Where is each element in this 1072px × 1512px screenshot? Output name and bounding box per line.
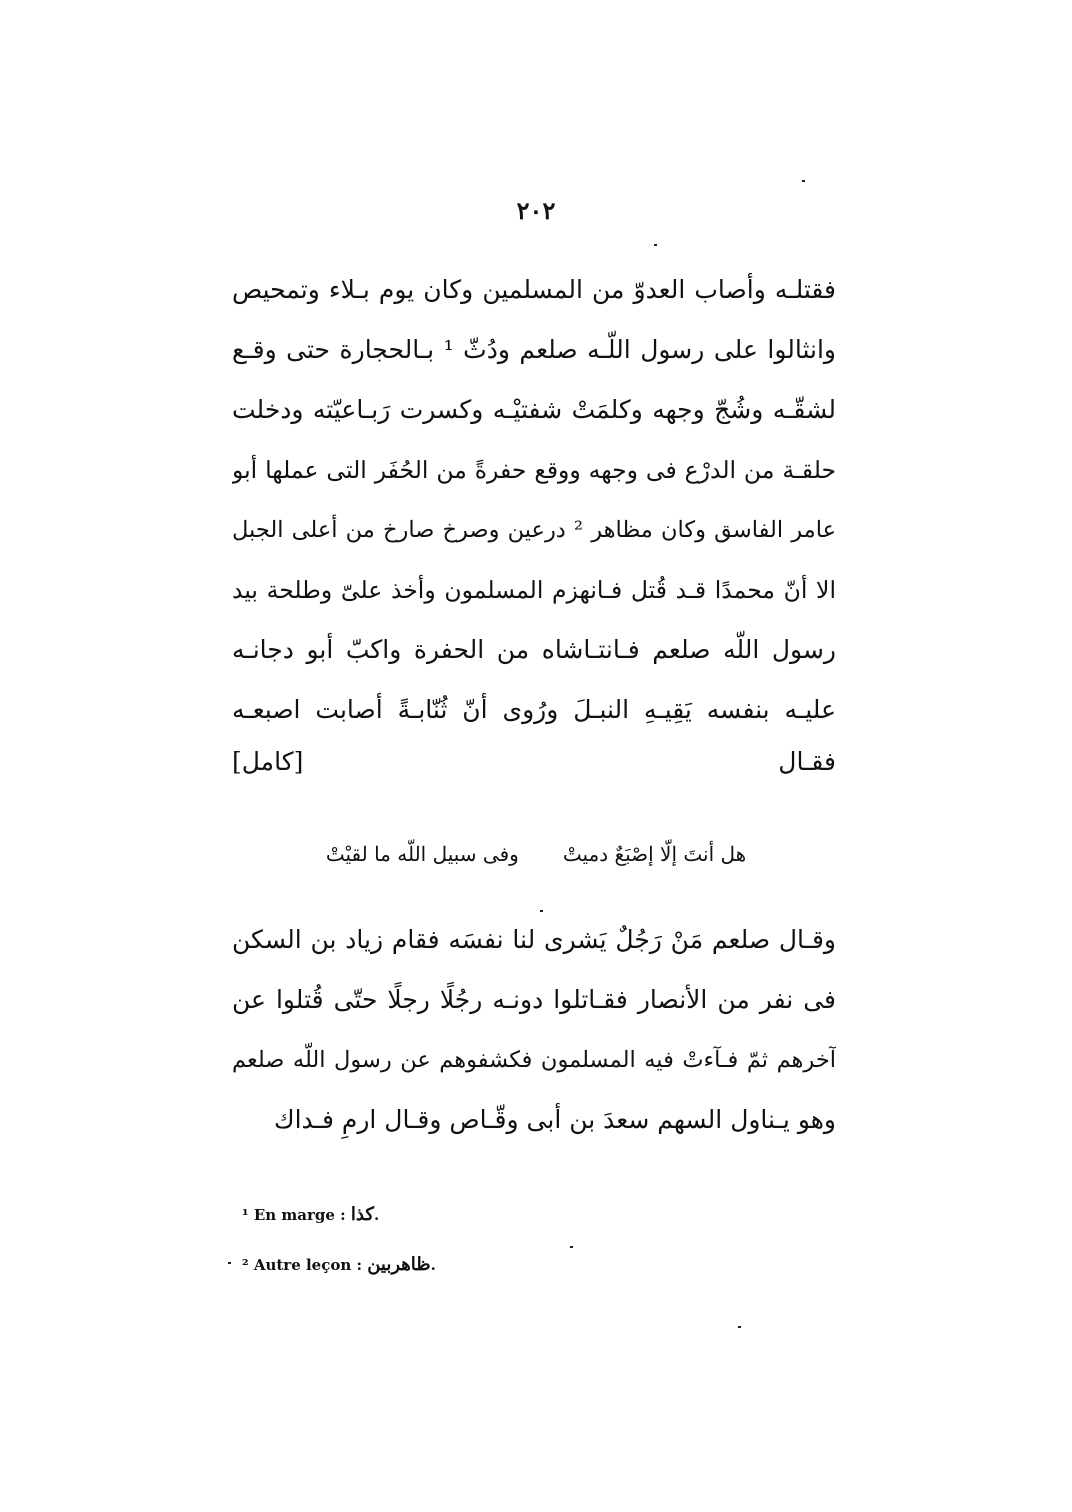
verse-introduction [232, 732, 836, 792]
footnotes [242, 1190, 742, 1290]
text-line: وانثالوا على رسول اللّـه صلعم ودُثّ ¹ بـالحجارة حتى وقـع [232, 335, 836, 364]
text-line: الا أنّ محمدًا قـد قُتل فـانهزم المسلمون وأخذ علىّ وطلحة بيد [232, 576, 836, 604]
scan-speck [228, 1262, 231, 1264]
text-line: لشقّـه وشُجّ وجهه وكلمَتْ شفتيْـه وكسرت رَبـاعيّته ودخلت [232, 395, 836, 424]
said-word: فقـال [778, 747, 836, 776]
scan-speck [802, 180, 805, 182]
text-line: حلقـة من الدرْع فى وجهه ووقع حفرةً من الحُفَر التى عملها أبو [232, 456, 836, 484]
footnote-label: Autre leçon : [253, 1256, 362, 1274]
text-line: فى نفر من الأنصار فقـاتلوا دونـه رجُلًا رجلًا حتّى قُتلوا عن [232, 985, 836, 1014]
paragraph-2 [232, 910, 836, 1150]
text-line: عامر الفاسق وكان مظاهر ² درعين وصرخ صارخ من أعلى الجبل [232, 517, 836, 543]
text-line: رسول اللّه صلعم فـانتـاشاه من الحفرة واكبّ أبو دجانـه [232, 635, 836, 664]
footnote: ² Autre leçon : ظاهربين. [242, 1254, 436, 1275]
text-line: عليـه بنفسه يَقِيـهِ النبـلَ ورُوى أنّ ثُنّابـةً أصابت اصبعـه [232, 695, 836, 724]
scan-speck [738, 1326, 741, 1328]
scan-speck [654, 244, 657, 246]
text-line: آخرهم ثمّ فـآءتْ فيه المسلمون فكشفوهم عن رسول اللّه صلعم [232, 1047, 836, 1073]
verse-hemistich-2: وفى سبيل اللّه ما لقيْتْ [325, 842, 519, 866]
footnote-label: En marge : [253, 1206, 346, 1224]
text-line: وقـال صلعم مَنْ رَجُلٌ يَشرى لنا نفسَه فقام زياد بن السكن [232, 925, 836, 954]
text-line: وهو يـناول السهم سعدَ بن أبى وقّـاص وقـال ارمِ فـداك [273, 1105, 836, 1134]
paragraph-1 [232, 260, 836, 740]
footnote: ¹ En marge : كذا. [242, 1204, 380, 1225]
text-line: فقتلـه وأصاب العدوّ من المسلمين وكان يوم بـلاء وتمحيص [232, 275, 836, 304]
footnote-text: كذا [350, 1204, 374, 1225]
footnote-text: ظاهربين [367, 1254, 431, 1275]
poem-verse [0, 834, 1072, 874]
meter-label: [كامل] [232, 747, 304, 776]
footnote-marker: ² [242, 1256, 249, 1274]
scan-speck [570, 1246, 573, 1248]
page-number: ٢٠٢ [516, 196, 556, 225]
verse-hemistich-1: هل أنتَ إلّا إصْبَعٌ دميتْ [562, 842, 747, 866]
footnote-marker: ¹ [242, 1206, 249, 1224]
scan-speck [540, 910, 543, 912]
